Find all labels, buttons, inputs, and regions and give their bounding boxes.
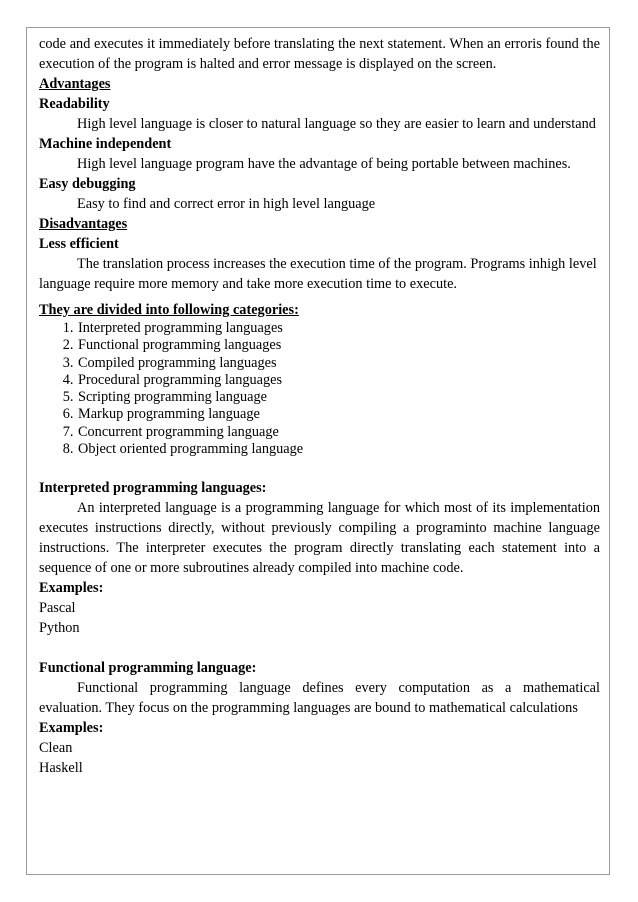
categories-list bbox=[39, 320, 600, 458]
interpreted-examples-label: Examples: bbox=[39, 580, 104, 597]
disadvantage-text-less-efficient: The translation process increases the execution time of the program. Programs inhigh level language require more memory and take more execution time to execute. bbox=[39, 256, 597, 292]
list-item: 8. Object oriented programming language bbox=[77, 441, 600, 458]
functional-heading: Functional programming language: bbox=[39, 660, 257, 677]
advantage-text-machine-independent: High level language program have the advantage of being portable between machines. bbox=[77, 156, 571, 172]
spacer bbox=[39, 458, 600, 478]
list-item: 1. Interpreted programming languages bbox=[77, 320, 600, 337]
example-item-haskell: Haskell bbox=[39, 760, 83, 777]
interpreted-heading: Interpreted programming languages: bbox=[39, 480, 267, 497]
spacer bbox=[39, 638, 600, 658]
advantage-title-easy-debugging: Easy debugging bbox=[39, 176, 136, 192]
list-item: 6. Markup programming language bbox=[77, 406, 600, 423]
disadvantage-title-less-efficient: Less efficient bbox=[39, 236, 119, 252]
advantages-heading: Advantages bbox=[39, 76, 111, 92]
disadvantages-heading: Disadvantages bbox=[39, 216, 128, 232]
functional-text: Functional programming language defines every computation as a mathematical evaluation. They focus on the programming languages are bound to mathematical calculations bbox=[39, 680, 600, 717]
document-body bbox=[39, 34, 600, 778]
advantage-title-machine-independent: Machine independent bbox=[39, 136, 172, 152]
list-item: 3. Compiled programming languages bbox=[77, 355, 600, 372]
example-item-clean: Clean bbox=[39, 740, 73, 757]
interpreted-text: An interpreted language is a programming language for which most of its implementation executes instructions directly, without previously compiling a programinto machine language instructions. The interpreter executes the program directly translating each statement into a sequence of one or more subroutines already compiled into machine code. bbox=[39, 500, 600, 577]
list-item: 5. Scripting programming language bbox=[77, 389, 600, 406]
functional-examples-label: Examples: bbox=[39, 720, 104, 737]
categories-heading: They are divided into following categories: bbox=[39, 302, 299, 318]
list-item: 2. Functional programming languages bbox=[77, 337, 600, 354]
example-item-python: Python bbox=[39, 620, 80, 637]
list-item: 7. Concurrent programming language bbox=[77, 424, 600, 441]
example-item-pascal: Pascal bbox=[39, 600, 76, 617]
intro-paragraph: code and executes it immediately before translating the next statement. When an erroris found the execution of the program is halted and error message is displayed on the screen. bbox=[39, 36, 600, 72]
advantage-title-readability: Readability bbox=[39, 96, 110, 112]
advantage-text-easy-debugging: Easy to find and correct error in high level language bbox=[77, 196, 376, 212]
list-item: 4. Procedural programming languages bbox=[77, 372, 600, 389]
advantage-text-readability: High level language is closer to natural language so they are easier to learn and understand bbox=[77, 116, 596, 132]
